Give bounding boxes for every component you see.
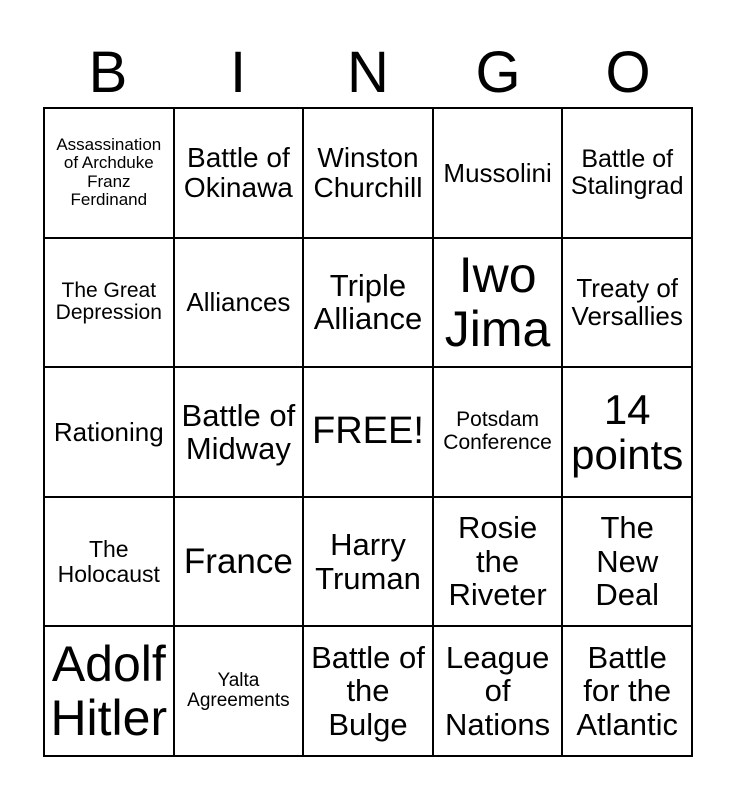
bingo-cell-r3-c2[interactable]: Battle of Midway <box>174 367 304 497</box>
bingo-cell-r2-c1[interactable]: The Great Depression <box>44 238 174 368</box>
bingo-cell-r5-c5[interactable]: Battle for the Atlantic <box>562 626 692 756</box>
bingo-cell-r3-c3-free[interactable]: FREE! <box>303 367 433 497</box>
bingo-card-grid <box>43 107 693 757</box>
bingo-cell-r2-c3[interactable]: Triple Alliance <box>303 238 433 368</box>
bingo-cell-r4-c5[interactable]: The New Deal <box>562 497 692 627</box>
bingo-cell-r5-c4[interactable]: League of Nations <box>433 626 563 756</box>
header-letter-i: I <box>229 40 247 105</box>
bingo-cell-r2-c4[interactable]: Iwo Jima <box>433 238 563 368</box>
bingo-cell-r2-c2[interactable]: Alliances <box>174 238 304 368</box>
bingo-cell-r5-c1[interactable]: Adolf Hitler <box>44 626 174 756</box>
bingo-cell-r1-c2[interactable]: Battle of Okinawa <box>174 108 304 238</box>
bingo-cell-r3-c1[interactable]: Rationing <box>44 367 174 497</box>
bingo-cell-r3-c5[interactable]: 14 points <box>562 367 692 497</box>
bingo-cell-r4-c3[interactable]: Harry Truman <box>303 497 433 627</box>
bingo-cell-r5-c2[interactable]: Yalta Agreements <box>174 626 304 756</box>
bingo-cell-r4-c4[interactable]: Rosie the Riveter <box>433 497 563 627</box>
bingo-cell-r1-c1[interactable]: Assassination of Archduke Franz Ferdinand <box>44 108 174 238</box>
bingo-cell-r1-c3[interactable]: Winston Churchill <box>303 108 433 238</box>
bingo-cell-r2-c5[interactable]: Treaty of Versallies <box>562 238 692 368</box>
bingo-header <box>43 40 693 106</box>
bingo-cell-r1-c5[interactable]: Battle of Stalingrad <box>562 108 692 238</box>
header-letter-b: B <box>88 40 128 105</box>
header-letter-n: N <box>347 40 389 105</box>
bingo-cell-r4-c1[interactable]: The Holocaust <box>44 497 174 627</box>
bingo-cell-r5-c3[interactable]: Battle of the Bulge <box>303 626 433 756</box>
bingo-cell-r4-c2[interactable]: France <box>174 497 304 627</box>
bingo-cell-r3-c4[interactable]: Potsdam Conference <box>433 367 563 497</box>
bingo-cell-r1-c4[interactable]: Mussolini <box>433 108 563 238</box>
header-letter-o: O <box>605 40 651 105</box>
header-letter-g: G <box>475 40 521 105</box>
